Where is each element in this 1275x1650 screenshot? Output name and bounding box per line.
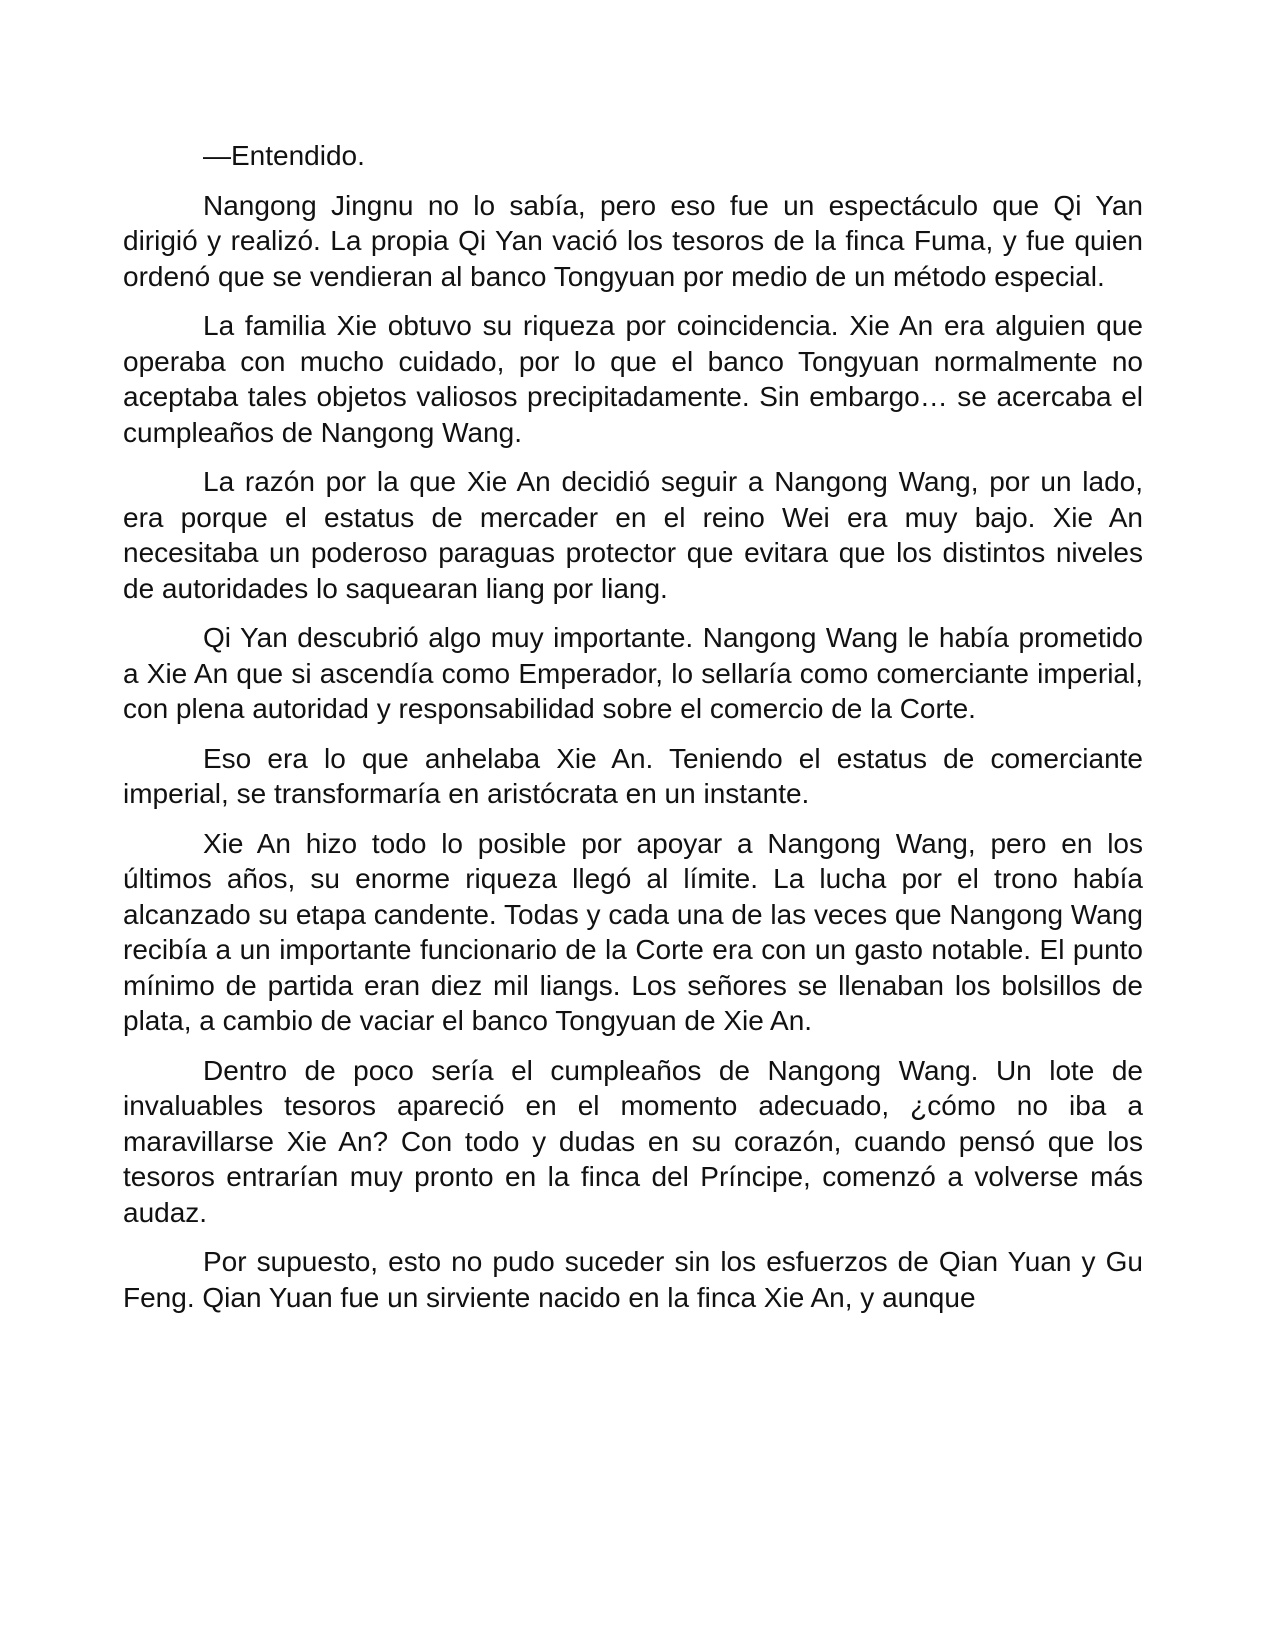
paragraph-8: Dentro de poco sería el cumpleaños de Nangong Wang. Un lote de invaluables tesoros apareció en el momento adecuado, ¿cómo no iba a maravillarse Xie An? Con todo y dudas en su corazón, cuando pensó que los tesoros entrarían muy pronto en la finca del Príncipe, comenzó a volverse más audaz.	[123, 1054, 1143, 1228]
paragraph-3: La familia Xie obtuvo su riqueza por coincidencia. Xie An era alguien que operaba con mucho cuidado, por lo que el banco Tongyuan normalmente no aceptaba tales objetos valiosos precipitadamente. Sin embargo… se acercaba el cumpleaños de Nangong Wang.	[123, 310, 1143, 448]
paragraph-9: Por supuesto, esto no pudo suceder sin los esfuerzos de Qian Yuan y Gu Feng. Qian Yuan fue un sirviente nacido en la finca Xie An, y aunque	[123, 1246, 1143, 1313]
paragraph-7: Xie An hizo todo lo posible por apoyar a Nangong Wang, pero en los últimos años, su enorme riqueza llegó al límite. La lucha por el trono había alcanzado su etapa candente. Todas y cada una de las veces que Nangong Wang recibía a un importante funcionario de la Corte era con un gasto notable. El punto mínimo de partida eran diez mil liangs. Los señores se llenaban los bolsillos de plata, a cambio de vaciar el banco Tongyuan de Xie An.	[123, 827, 1143, 1036]
paragraph-4: La razón por la que Xie An decidió seguir a Nangong Wang, por un lado, era porque el estatus de mercader en el reino Wei era muy bajo. Xie An necesitaba un poderoso paraguas protector que evitara que los distintos niveles de autoridades lo saquearan liang por liang.	[123, 466, 1143, 604]
paragraph-6: Eso era lo que anhelaba Xie An. Teniendo el estatus de comerciante imperial, se transformaría en aristócrata en un instante.	[123, 742, 1143, 809]
paragraph-2: Nangong Jingnu no lo sabía, pero eso fue un espectáculo que Qi Yan dirigió y realizó. La propia Qi Yan vació los tesoros de la finca Fuma, y fue quien ordenó que se vendieran al banco Tongyuan por medio de un método especial.	[123, 189, 1143, 292]
document-page	[123, 138, 1143, 1329]
paragraph-5: Qi Yan descubrió algo muy importante. Nangong Wang le había prometido a Xie An que si ascendía como Emperador, lo sellaría como comerciante imperial, con plena autoridad y responsabilidad sobre el comercio de la Corte.	[123, 622, 1143, 724]
paragraph-1: —Entendido.	[203, 140, 365, 171]
